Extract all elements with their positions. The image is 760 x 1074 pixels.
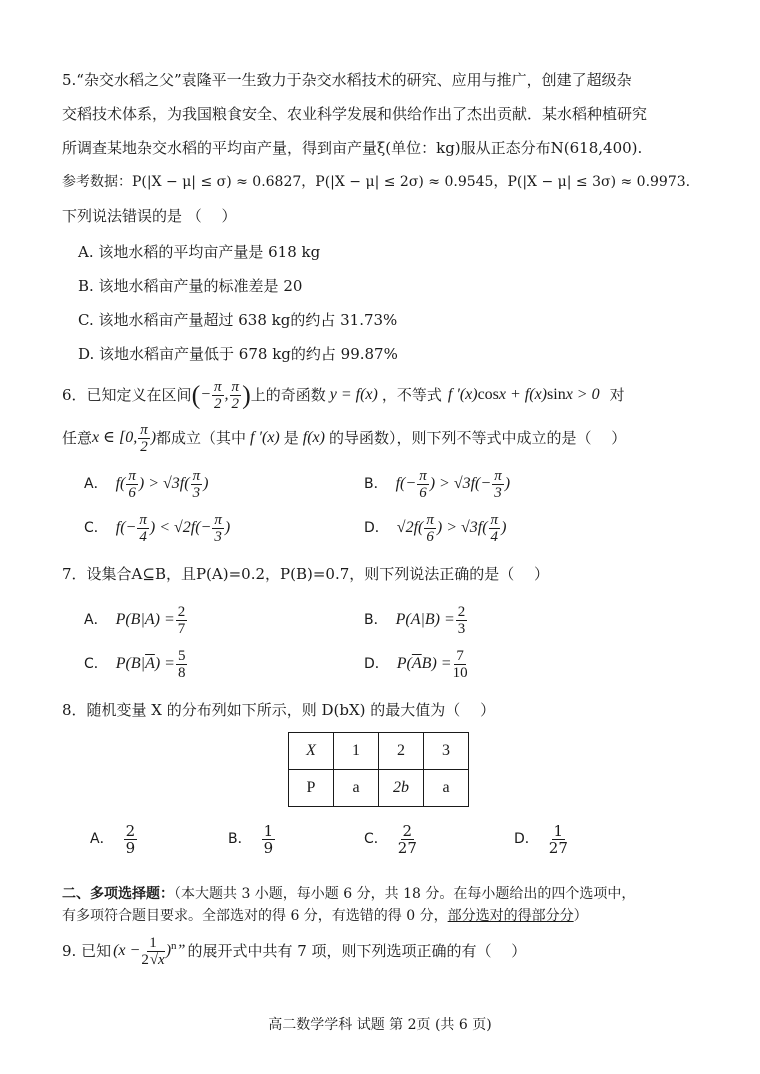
q6-option-c: C． f(− $\frac{\pi}{4}$ ) < √2f(− $\frac{\pi}{3}$ ) xyxy=(84,511,231,545)
table-cell: a xyxy=(334,770,379,807)
q7-b-num: 2 xyxy=(457,603,466,620)
q8-question: 8．随机变量 X 的分布列如下所示，则 D(bX) 的最大值为（ ） xyxy=(62,701,496,719)
q5-line1: 5.“杂交水稻之父”袁隆平一生致力于杂交水稻技术的研究、应用与推广，创建了超级杂 xyxy=(62,71,632,89)
section-2-line2 xyxy=(62,906,588,926)
q8-b-num: 1 xyxy=(263,821,274,840)
q8-option-d-label: D． xyxy=(514,831,539,847)
q6-text-6: 都成立（其中 xyxy=(156,429,247,447)
q8-a-num: 2 xyxy=(125,821,136,840)
section-2-underlined: 部分选对的得部分分 xyxy=(447,908,574,924)
table-cell: a xyxy=(424,770,469,807)
q8-option-b-label: B． xyxy=(228,831,252,847)
q7-c-num: 5 xyxy=(177,647,186,664)
q5-question: 下列说法错误的是 （ ） xyxy=(62,207,237,225)
q6-option-c-label: C． xyxy=(84,520,108,536)
q6-option-b-label: B． xyxy=(364,476,388,492)
q8-option-c xyxy=(364,818,418,860)
q8-option-a xyxy=(90,818,138,860)
q6-text-8: 的导函数），则下列不等式中成立的是（ ） xyxy=(328,429,627,447)
q8-a-den: 9 xyxy=(125,838,136,857)
section-2-header xyxy=(62,884,635,904)
q7-d-num: 7 xyxy=(456,647,464,664)
q6-derivative: f ′(x) xyxy=(250,429,280,446)
q6-option-d: D． √2f( $\frac{\pi}{6}$ ) > √3f( $\frac{\pi}{4}$ ) xyxy=(364,511,507,545)
q7-b-den: 3 xyxy=(457,620,466,637)
q8-option-d xyxy=(514,818,569,860)
table-cell: 2b xyxy=(379,770,424,807)
q8-c-den: 27 xyxy=(397,838,417,857)
page-footer: 高二数学学科 试题 第 2页 (共 6 页) xyxy=(268,1017,492,1033)
q6-interval: (− $\frac{\pi}{2}$ , $\frac{\pi}{2}$ ) xyxy=(191,378,251,412)
q5-line3: 所调查某地杂交水稻的平均亩产量，得到亩产量ξ(单位：kg)服从正态分布N(618,400). xyxy=(62,139,643,157)
q8-c-num: 2 xyxy=(402,821,413,840)
q8-b-den: 9 xyxy=(263,838,274,857)
table-cell: 3 xyxy=(424,733,469,770)
q7-c-den: 8 xyxy=(177,664,186,681)
q6-option-b: B． f(− $\frac{\pi}{6}$ ) > √3f(− $\frac{\pi}{3}$ ) xyxy=(364,467,511,501)
section-2-text-1: （本大题共 3 小题，每小题 6 分，共 18 分。在每小题给出的四个选项中， xyxy=(174,886,636,902)
q7-option-d-label: D． xyxy=(364,656,389,672)
q6-option-a-label: A． xyxy=(84,476,108,492)
q9-number: 9. 已知 xyxy=(62,942,112,960)
q6-option-a: A． f( $\frac{\pi}{6}$ ) > √3f( $\frac{\pi}{3}$ ) xyxy=(84,467,209,501)
q6-number: 6． xyxy=(62,386,87,404)
q5-option-d: D. 该地水稻亩产量低于 678 kg的约占 99.87% xyxy=(78,345,398,363)
q7-option-a: A． P(B|A) = $\frac{2}{7}$ xyxy=(84,603,186,637)
q8-option-c-label: C． xyxy=(364,831,388,847)
table-row xyxy=(289,770,469,807)
q7-option-a-label: A． xyxy=(84,612,108,628)
q5-option-c: C. 该地水稻亩产量超过 638 kg的约占 31.73% xyxy=(78,311,398,329)
table-row xyxy=(289,733,469,770)
q7-option-d: D． $P(\overline{A}B)$ = $\frac{7}{10}$ xyxy=(364,647,468,681)
q7-d-den: 10 xyxy=(452,664,468,681)
q6-line2 xyxy=(62,420,626,456)
q9-binomial: (x − $\frac{1}{2√x}$ )$^n$” xyxy=(113,934,186,968)
q7-option-c-label: C． xyxy=(84,656,108,672)
q9-tail: 的展开式中共有 7 项，则下列选项正确的有（ ） xyxy=(187,942,527,960)
q7-a-den: 7 xyxy=(177,620,186,637)
q5-option-a: A. 该地水稻的平均亩产量是 618 kg xyxy=(78,243,321,261)
q6-option-d-label: D． xyxy=(364,520,389,536)
q6-inequality: f ′(x)cosx + f(x)sinx > 0 xyxy=(447,386,600,403)
q7-option-c: C． $P(B|\overline{A})$ = $\frac{5}{8}$ xyxy=(84,647,186,681)
q7-option-b-label: B． xyxy=(364,612,388,628)
section-2-title: 二、多项选择题： xyxy=(62,886,174,902)
q8-d-num: 1 xyxy=(553,821,564,840)
q8-option-b xyxy=(228,818,276,860)
q6-text-1: 已知定义在区间 xyxy=(86,386,192,404)
q6-line1 xyxy=(62,378,625,412)
q5-line2: 交稻技术体系，为我国粮食安全、农业科学发展和供给作出了杰出贡献．某水稻种植研究 xyxy=(62,105,648,123)
q7-question: 7．设集合A⊆B，且P(A)=0.2，P(B)=0.7，则下列说法正确的是（ ） xyxy=(62,565,550,583)
section-2-text-3: ） xyxy=(573,908,588,924)
q6-text-2: 上的奇函数 xyxy=(250,386,326,404)
table-cell: P xyxy=(289,770,334,807)
q9-line xyxy=(62,930,526,972)
table-cell: X xyxy=(289,733,334,770)
q8-option-a-label: A． xyxy=(90,831,114,847)
section-2-text-2: 有多项符合题目要求。全部选对的得 6 分，有选错的得 0 分， xyxy=(62,908,448,924)
table-cell: 2 xyxy=(379,733,424,770)
q8-d-den: 27 xyxy=(548,838,568,857)
q6-fx: f(x) xyxy=(302,429,325,446)
q6-text-3: ，不等式 xyxy=(381,386,442,404)
q6-text-5: 任意 xyxy=(62,429,93,447)
q6-domain: x ∈ [0, $\frac{\pi}{2}$ ) xyxy=(92,421,157,455)
q5-option-b: B. 该地水稻亩产量的标准差是 20 xyxy=(78,277,303,295)
table-cell: 1 xyxy=(334,733,379,770)
q6-text-7: 是 xyxy=(283,429,299,447)
q6-text-4: 对 xyxy=(609,386,625,404)
q7-a-num: 2 xyxy=(177,603,186,620)
q6-function: y = f(x) xyxy=(329,386,378,403)
q5-reference-data: 参考数据：P(|X − μ| ≤ σ) ≈ 0.6827，P(|X − μ| ≤ 2σ) ≈ 0.9545，P(|X − μ| ≤ 3σ) ≈ 0.9973. xyxy=(62,174,691,190)
distribution-table xyxy=(288,732,469,807)
q7-option-b: B． P(A|B) = $\frac{2}{3}$ xyxy=(364,603,466,637)
